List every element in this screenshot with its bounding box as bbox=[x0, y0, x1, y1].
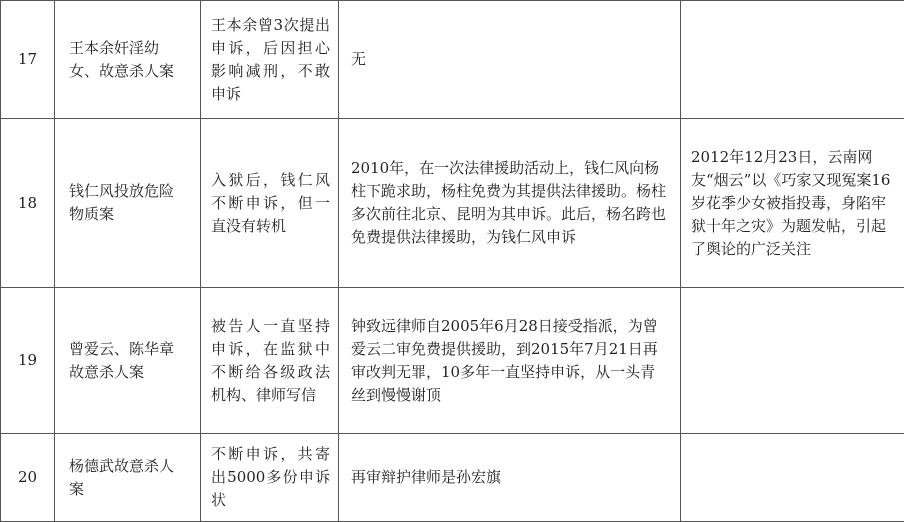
row-number: 17 bbox=[1, 1, 55, 119]
case-name: 钱仁风投放危险物质案 bbox=[55, 119, 201, 288]
legal-help: 再审辩护律师是孙宏旗 bbox=[339, 434, 681, 522]
media-attention bbox=[681, 288, 904, 434]
row-number: 18 bbox=[1, 119, 55, 288]
case-name: 王本余奸淫幼女、故意杀人案 bbox=[55, 1, 201, 119]
case-name: 杨德武故意杀人案 bbox=[55, 434, 201, 522]
row-number: 19 bbox=[1, 288, 55, 434]
appeal-status: 不断申诉，共寄出5000多份申诉状 bbox=[201, 434, 339, 522]
legal-help: 2010年，在一次法律援助活动上，钱仁风向杨柱下跪求助，杨柱免费为其提供法律援助。杨柱多次前往北京、昆明为其申诉。此后，杨名跨也免费提供法律援助，为钱仁风申诉 bbox=[339, 119, 681, 288]
media-attention bbox=[681, 434, 904, 522]
appeal-status: 被告人一直坚持申诉，在监狱中不断给各级政法机构、律师写信 bbox=[201, 288, 339, 434]
table-row bbox=[1, 434, 904, 522]
appeal-status: 王本余曾3次提出申诉，后因担心影响减刑，不敢申诉 bbox=[201, 1, 339, 119]
table-row bbox=[1, 119, 904, 288]
media-attention bbox=[681, 1, 904, 119]
table-row bbox=[1, 1, 904, 119]
legal-help: 钟致远律师自2005年6月28日接受指派，为曾爱云二审免费提供援助，到2015年7月21日再审改判无罪，10多年一直坚持申诉，从一头青丝到慢慢谢顶 bbox=[339, 288, 681, 434]
row-number: 20 bbox=[1, 434, 55, 522]
media-attention: 2012年12月23日，云南网友“烟云”以《巧家又现冤案16岁花季少女被指投毒，身陷牢狱十年之灾》为题发帖，引起了舆论的广泛关注 bbox=[681, 119, 904, 288]
table-row bbox=[1, 288, 904, 434]
legal-help: 无 bbox=[339, 1, 681, 119]
appeal-status: 入狱后，钱仁风不断申诉，但一直没有转机 bbox=[201, 119, 339, 288]
case-name: 曾爱云、陈华章故意杀人案 bbox=[55, 288, 201, 434]
